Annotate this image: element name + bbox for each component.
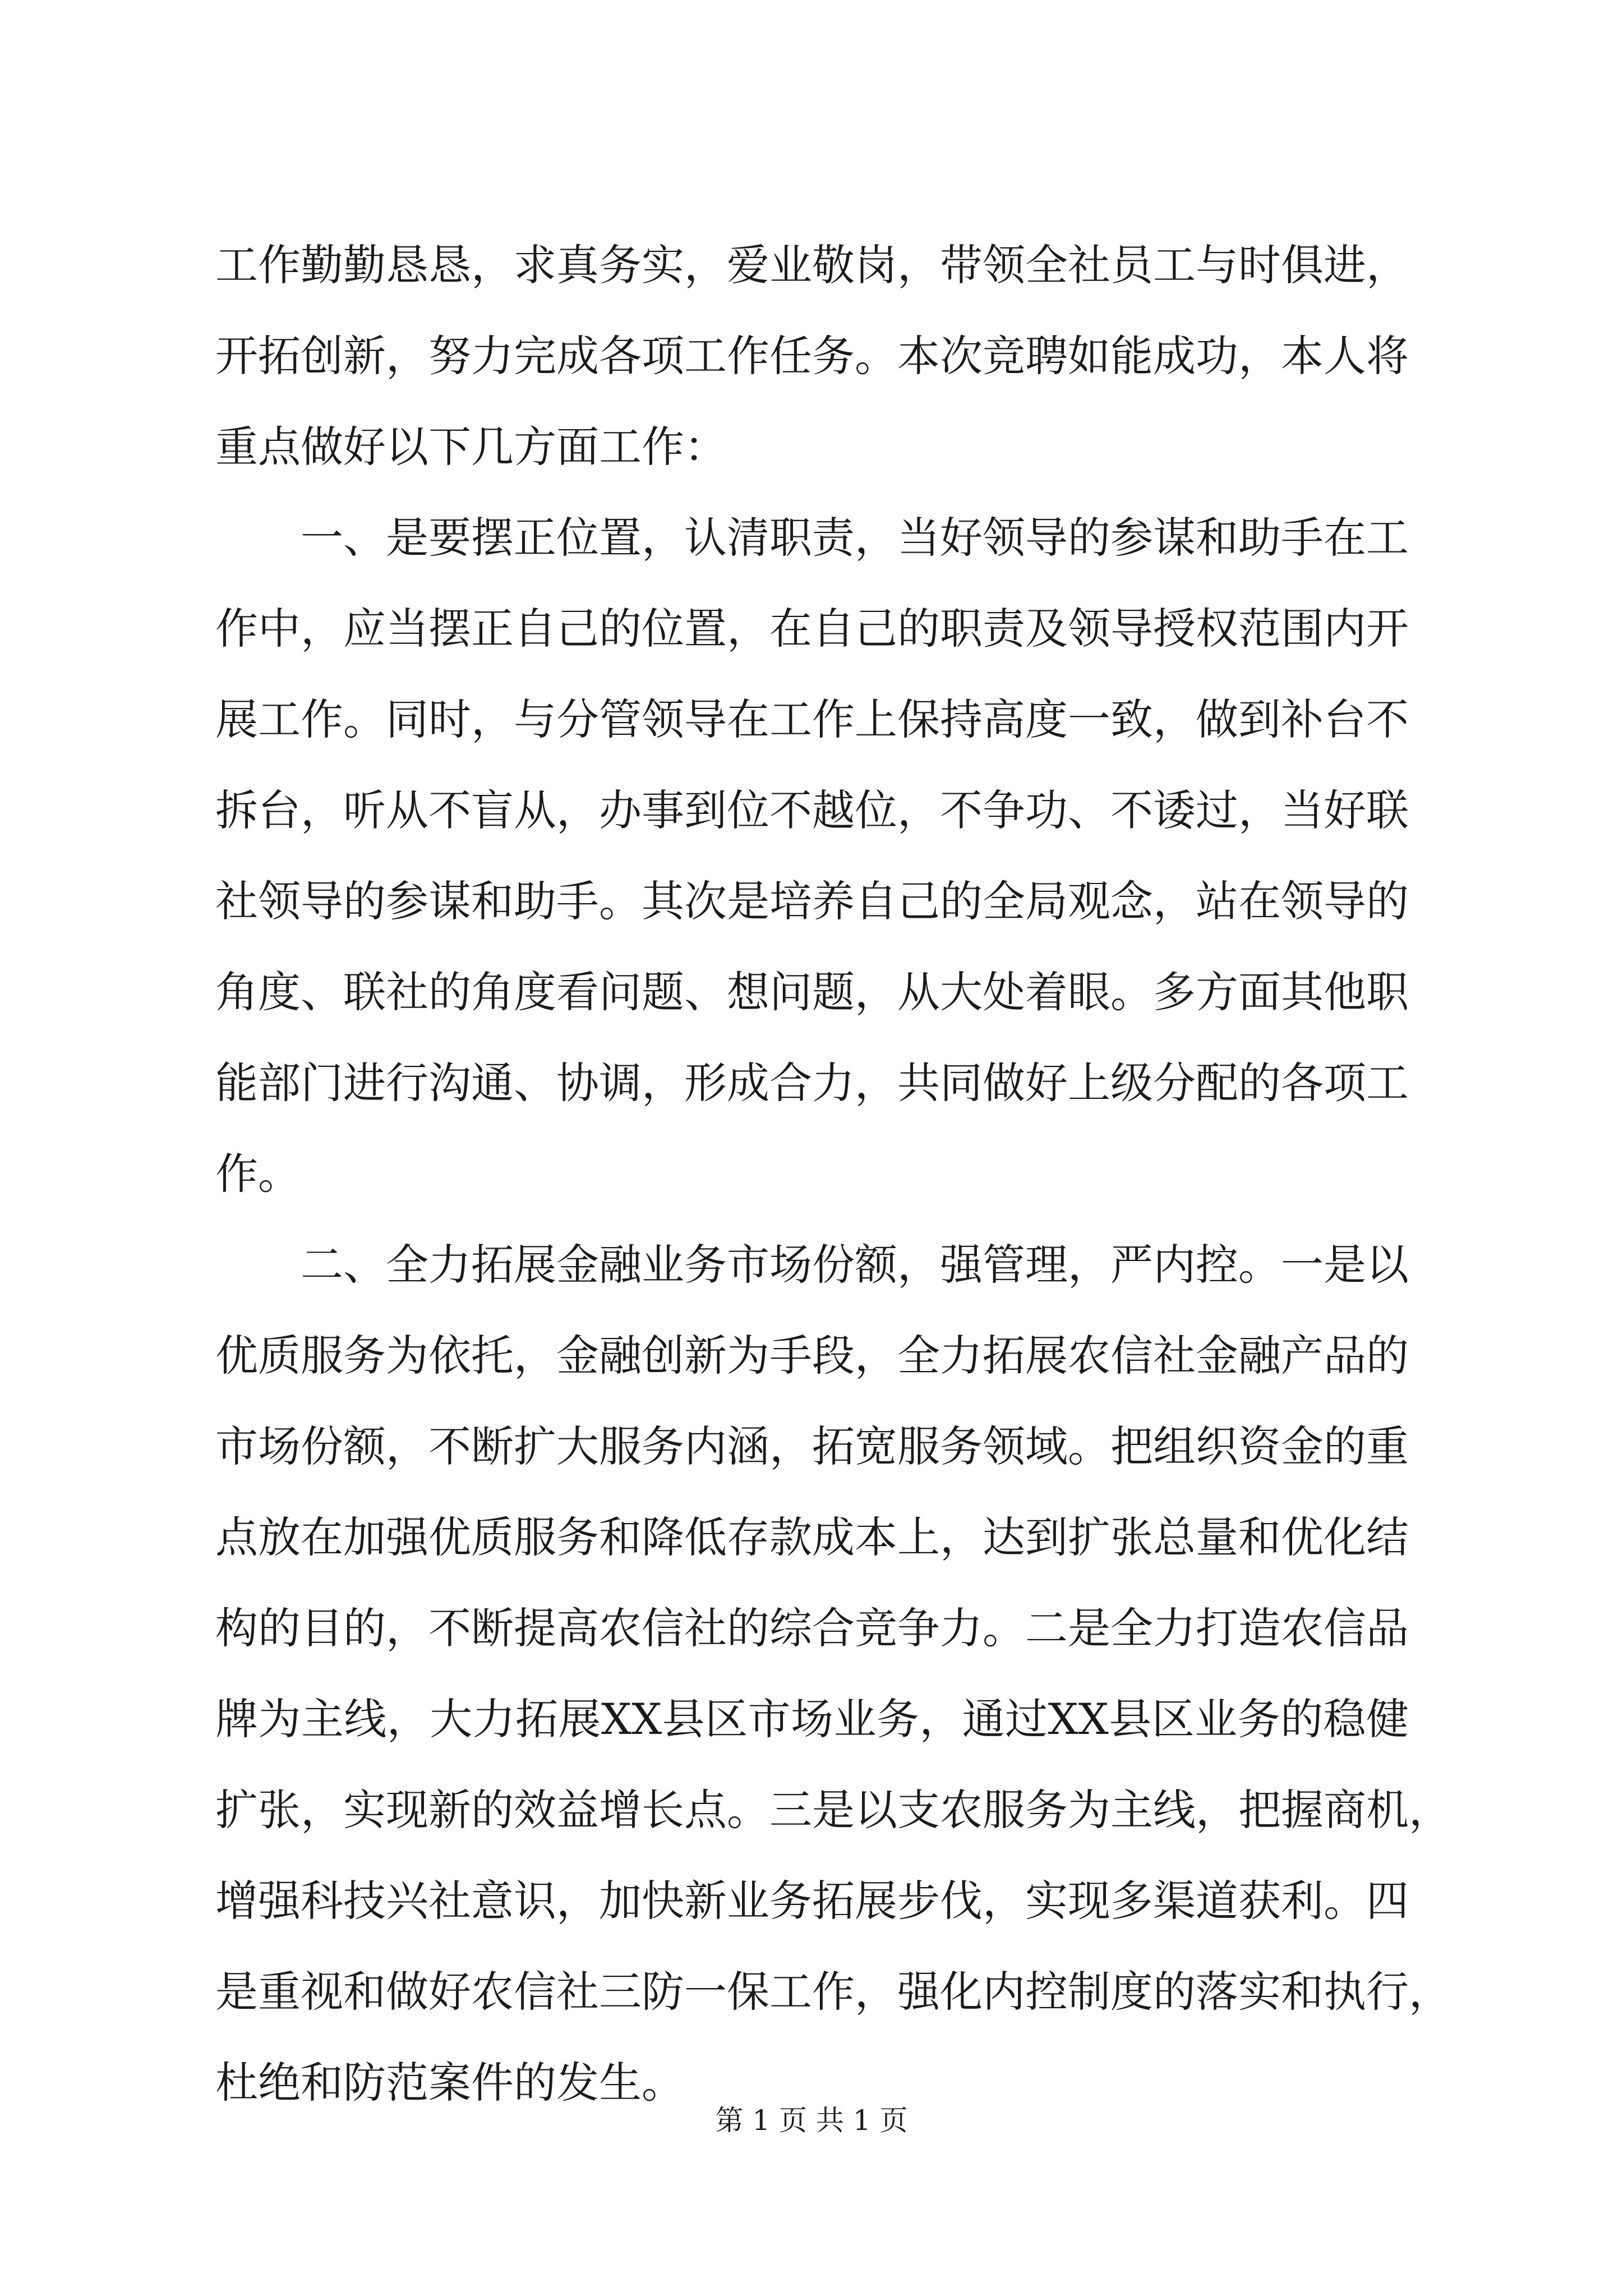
text-line: 增强科技兴社意识，加快新业务拓展步伐，实现多渠道获利。四: [215, 1876, 1409, 1926]
text-line: 展工作。同时，与分管领导在工作上保持高度一致，做到补台不: [215, 694, 1409, 744]
text-line: 拆台，听从不盲从，办事到位不越位，不争功、不诿过，当好联: [215, 785, 1409, 835]
text-line: 点放在加强优质服务和降低存款成本上，达到扩张总量和优化结: [215, 1512, 1409, 1562]
text-line: 二、全力拓展金融业务市场份额，强管理，严内控。一是以: [301, 1240, 1409, 1290]
document-body: [215, 220, 1451, 2128]
text-line: 作中，应当摆正自己的位置，在自己的职责及领导授权范围内开: [215, 604, 1409, 654]
text-line: 构的目的，不断提高农信社的综合竞争力。二是全力打造农信品: [215, 1603, 1409, 1653]
text-line: 作。: [215, 1149, 301, 1199]
paragraph-3: [215, 1220, 1451, 2128]
text-line: 角度、联社的角度看问题、想问题，从大处着眼。多方面其他职: [215, 967, 1409, 1017]
text-line: 杜绝和防范案件的发生。: [215, 2058, 684, 2108]
text-line: 是重视和做好农信社三防一保工作，强化内控制度的落实和执行，: [215, 1967, 1451, 2017]
paragraph-2: [215, 493, 1409, 1220]
paragraph-1: [215, 220, 1409, 493]
text-line: 开拓创新，努力完成各项工作任务。本次竞聘如能成功，本人将: [215, 331, 1409, 381]
text-line: 扩张，实现新的效益增长点。三是以支农服务为主线，把握商机，: [215, 1785, 1451, 1835]
text-line: 社领导的参谋和助手。其次是培养自己的全局观念，站在领导的: [215, 876, 1409, 926]
text-line: 一、是要摆正位置，认清职责，当好领导的参谋和助手在工: [301, 513, 1409, 563]
text-line: 能部门进行沟通、协调，形成合力，共同做好上级分配的各项工: [215, 1058, 1409, 1108]
text-line: 重点做好以下几方面工作：: [215, 422, 727, 472]
text-line: 市场份额，不断扩大服务内涵，拓宽服务领域。把组织资金的重: [215, 1421, 1409, 1471]
text-line: 工作勤勤恳恳，求真务实，爱业敬岗，带领全社员工与时俱进，: [215, 240, 1409, 290]
text-line: 优质服务为依托，金融创新为手段，全力拓展农信社金融产品的: [215, 1331, 1409, 1381]
page-number-footer: 第 1 页 共 1 页: [715, 2104, 908, 2137]
text-line: 牌为主线，大力拓展XX县区市场业务，通过XX县区业务的稳健: [215, 1694, 1409, 1744]
